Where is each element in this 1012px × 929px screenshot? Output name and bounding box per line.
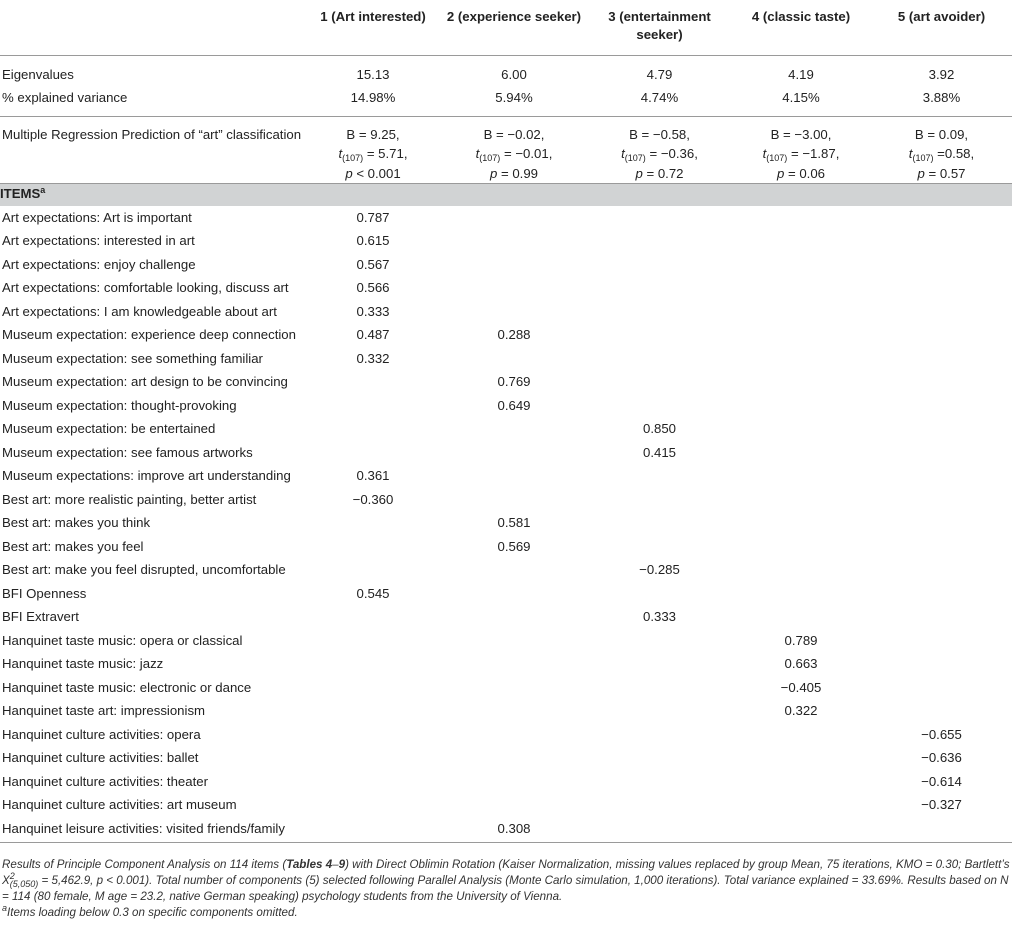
loading-cell — [871, 535, 1012, 559]
loading-cell — [871, 300, 1012, 324]
loading-cell: −0.285 — [639, 562, 680, 577]
item-label: Best art: make you feel disrupted, uncomfortable — [2, 562, 286, 577]
item-label: Hanquinet culture activities: art museum — [2, 797, 237, 812]
loading-cell: 0.308 — [440, 817, 588, 843]
regression-cell: B = −0.58, $t_{(107)} = -0.36$, p = 0.72 — [588, 116, 731, 184]
table-row — [0, 206, 1012, 230]
loading-cell — [871, 488, 1012, 512]
header-empty — [0, 0, 306, 55]
loading-cell — [871, 253, 1012, 277]
loading-cell — [588, 464, 731, 488]
items-label: ITEMS — [0, 186, 41, 201]
loading-cell — [440, 464, 588, 488]
loading-cell — [731, 488, 871, 512]
loading-cell — [731, 323, 871, 347]
loading-cell — [588, 629, 731, 653]
header-component-1: 1 (Art interested) — [320, 9, 426, 24]
loading-cell — [871, 699, 1012, 723]
loading-cell — [731, 535, 871, 559]
loading-cell: 0.769 — [497, 374, 531, 389]
table-row — [0, 699, 1012, 723]
loading-cell: 0.663 — [784, 656, 818, 671]
loading-cell — [731, 347, 871, 371]
loading-cell — [306, 417, 440, 441]
loading-cell: 0.567 — [356, 256, 390, 272]
item-label: Museum expectation: be entertained — [2, 421, 216, 436]
loading-cell — [440, 253, 588, 277]
table-row — [0, 276, 1012, 300]
loading-cell — [588, 370, 731, 394]
variance-cell: 4.74% — [640, 90, 679, 105]
loading-cell — [871, 206, 1012, 230]
loading-cell: 0.615 — [356, 233, 390, 248]
loading-cell — [871, 417, 1012, 441]
variance-cell: 4.15% — [782, 90, 820, 105]
loading-cell — [731, 370, 871, 394]
loading-cell: 0.649 — [497, 397, 531, 413]
item-label: Hanquinet culture activities: opera — [2, 726, 201, 742]
loading-cell: −0.614 — [921, 773, 962, 789]
loading-cell: 0.545 — [356, 585, 390, 601]
loading-cell — [306, 817, 440, 843]
header-component-4: 4 (classic taste) — [751, 9, 851, 24]
loading-cell — [306, 511, 440, 535]
loading-cell — [440, 276, 588, 300]
loading-cell: 0.487 — [356, 327, 390, 342]
items-header-cell — [0, 184, 1012, 206]
loading-cell — [306, 370, 440, 394]
loading-cell — [871, 817, 1012, 843]
loading-cell — [588, 699, 731, 723]
loading-cell — [731, 253, 871, 277]
loading-cell — [731, 817, 871, 843]
loading-cell — [588, 511, 731, 535]
loading-cell — [871, 464, 1012, 488]
loading-cell — [306, 535, 440, 559]
loading-cell — [588, 276, 731, 300]
variance-cell: 5.94% — [495, 90, 533, 105]
loading-cell — [588, 206, 731, 230]
loading-cell — [588, 323, 731, 347]
loading-cell — [306, 652, 440, 676]
loading-cell — [588, 535, 731, 559]
loading-cell — [731, 229, 871, 253]
loading-cell — [871, 370, 1012, 394]
item-label: Best art: makes you think — [2, 515, 151, 530]
loading-cell: 0.332 — [356, 350, 390, 366]
loading-cell: 0.569 — [497, 538, 531, 554]
table-row — [0, 488, 1012, 512]
table-header-row — [0, 0, 1012, 55]
loading-cell — [440, 746, 588, 770]
loading-cell — [731, 441, 871, 465]
loading-cell — [871, 229, 1012, 253]
item-label: Museum expectation: thought-provoking — [2, 397, 237, 413]
table-row — [0, 253, 1012, 277]
loading-cell: −0.636 — [921, 750, 962, 765]
header-component-3: 3 (entertainment seeker) — [608, 9, 711, 42]
loading-cell — [440, 558, 588, 582]
table-row — [0, 535, 1012, 559]
loading-cell — [731, 582, 871, 606]
loading-cell — [588, 746, 731, 770]
loading-cell — [306, 394, 440, 418]
loading-cell — [731, 206, 871, 230]
table-row — [0, 417, 1012, 441]
loading-cell — [588, 253, 731, 277]
loading-cell — [440, 699, 588, 723]
loading-cell — [440, 229, 588, 253]
item-label: Hanquinet taste music: opera or classical — [2, 632, 243, 648]
loading-cell — [731, 793, 871, 817]
loading-cell: −0.655 — [921, 726, 962, 742]
loading-cell — [440, 723, 588, 747]
item-label: Hanquinet taste music: electronic or dance — [2, 679, 252, 695]
loading-cell — [588, 347, 731, 371]
regression-cell: B = 9.25, $t_{(107)} = 5.71$, p < 0.001 — [306, 116, 440, 184]
items-footnote-marker: a — [40, 185, 46, 195]
regression-row — [0, 116, 1012, 184]
table-row — [0, 676, 1012, 700]
table-footnotes — [2, 857, 1010, 921]
loading-cell: 0.288 — [497, 327, 531, 342]
loading-cell: −0.327 — [921, 797, 962, 812]
footnote-a: $^a$Items loading below 0.3 on specific components omitted. — [2, 903, 298, 919]
loading-cell — [306, 558, 440, 582]
item-label: Art expectations: interested in art — [2, 233, 195, 248]
table-row — [0, 229, 1012, 253]
variance-cell: 3.88% — [922, 90, 961, 105]
loading-cell — [588, 676, 731, 700]
loading-cell — [871, 558, 1012, 582]
regression-cell: B = 0.09, $t_{(107)} =0.58$, p = 0.57 — [871, 116, 1012, 184]
loading-cell: 0.333 — [642, 609, 676, 624]
table-row — [0, 817, 1012, 843]
loading-cell — [306, 770, 440, 794]
item-label: Hanquinet leisure activities: visited friends/family — [0, 817, 306, 843]
loading-cell — [440, 417, 588, 441]
loading-cell — [731, 300, 871, 324]
eigenvalue-cell: 6.00 — [440, 55, 588, 88]
variance-label: % explained variance — [2, 90, 128, 105]
loading-cell: 0.850 — [642, 421, 676, 436]
loading-cell — [440, 652, 588, 676]
loading-cell — [440, 488, 588, 512]
loading-cell — [588, 770, 731, 794]
footnote-main: Results of Principle Component Analysis on 114 items (Tables 4–9) with Direct Oblimin Rotation (Kaiser Normalization, missing values replaced by group Mean, 75 iterations, KMO = 0.30; Bartlett’s $X^2_{(5,050)} = 5,462.9$, p < 0.001). Total number of components (5) selected following Parallel Analysis (Monte Carlo simulation, 1,000 iterations). Total variance explained = 33.69%. Results based on N = 114 (80 female, M age = 23.2, native German speaking) psychology students from the University of Vienna. — [2, 858, 1010, 903]
eigenvalues-label: Eigenvalues — [0, 55, 306, 88]
loading-cell — [306, 793, 440, 817]
item-label: Museum expectations: improve art understanding — [2, 468, 291, 483]
loading-cell — [440, 582, 588, 606]
table-row — [0, 770, 1012, 794]
loading-cell — [306, 746, 440, 770]
loading-cell — [588, 394, 731, 418]
loading-cell — [588, 652, 731, 676]
item-label: Hanquinet culture activities: ballet — [2, 750, 199, 765]
loading-cell — [440, 347, 588, 371]
table-row — [0, 300, 1012, 324]
loading-cell — [588, 229, 731, 253]
table-row — [0, 629, 1012, 653]
loading-cell — [588, 582, 731, 606]
item-label: Hanquinet culture activities: theater — [2, 773, 208, 789]
loading-cell — [731, 558, 871, 582]
loading-cell — [871, 652, 1012, 676]
item-label: BFI Extravert — [2, 609, 79, 624]
loading-cell — [731, 605, 871, 629]
table-row — [0, 558, 1012, 582]
header-component-5: 5 (art avoider) — [897, 9, 986, 24]
loading-cell — [440, 793, 588, 817]
loading-cell: −0.405 — [780, 679, 822, 695]
loading-cell: 0.361 — [356, 468, 390, 483]
table-row — [0, 323, 1012, 347]
loading-cell — [440, 770, 588, 794]
variance-cell: 14.98% — [350, 90, 396, 105]
loading-cell — [588, 723, 731, 747]
loading-cell — [440, 605, 588, 629]
loading-cell: 0.415 — [642, 444, 676, 460]
loading-cell — [440, 441, 588, 465]
item-label: Best art: more realistic painting, better artist — [2, 491, 257, 507]
loading-cell — [440, 676, 588, 700]
loading-cell — [871, 511, 1012, 535]
table-row — [0, 723, 1012, 747]
loading-cell — [871, 394, 1012, 418]
loading-cell — [440, 206, 588, 230]
loading-cell — [306, 723, 440, 747]
item-label: Art expectations: enjoy challenge — [2, 256, 196, 272]
regression-cell: B = −3.00, $t_{(107)} = -1.87$, p = 0.06 — [731, 116, 871, 184]
table-row — [0, 441, 1012, 465]
loading-cell — [871, 276, 1012, 300]
loading-cell: −0.360 — [352, 491, 394, 507]
loading-cell — [588, 488, 731, 512]
item-label: Museum expectation: see famous artworks — [2, 444, 253, 460]
loading-cell — [306, 676, 440, 700]
loading-cell — [306, 441, 440, 465]
loading-cell — [731, 770, 871, 794]
loading-cell — [588, 300, 731, 324]
eigenvalue-cell: 4.19 — [731, 55, 871, 88]
table-row — [0, 793, 1012, 817]
loading-cell — [588, 817, 731, 843]
table-row — [0, 746, 1012, 770]
loading-cell — [731, 746, 871, 770]
item-label: Best art: makes you feel — [2, 538, 144, 554]
loading-cell — [871, 582, 1012, 606]
table-row — [0, 464, 1012, 488]
loading-cell — [731, 511, 871, 535]
table-row — [0, 605, 1012, 629]
item-label: Art expectations: comfortable looking, discuss art — [2, 280, 289, 295]
loading-cell — [440, 629, 588, 653]
loading-cell — [731, 417, 871, 441]
eigenvalue-cell: 4.79 — [588, 55, 731, 88]
table-row — [0, 394, 1012, 418]
items-section-header — [0, 184, 1012, 206]
loading-cell: 0.789 — [784, 632, 818, 648]
item-label: Hanquinet taste art: impressionism — [2, 703, 206, 718]
tables-link-2[interactable]: 9 — [338, 858, 346, 871]
loading-cell — [731, 276, 871, 300]
table-row — [0, 511, 1012, 535]
item-label: Art expectations: Art is important — [2, 209, 192, 225]
table-row — [0, 652, 1012, 676]
loading-cell — [731, 464, 871, 488]
table-row — [0, 347, 1012, 371]
loading-cell: 0.333 — [356, 303, 390, 319]
loading-cell — [731, 723, 871, 747]
item-label: Museum expectation: experience deep connection — [2, 327, 296, 342]
loading-cell — [871, 347, 1012, 371]
loading-cell: 0.566 — [356, 280, 390, 295]
tables-link[interactable]: Tables 4 — [286, 858, 333, 871]
loading-cell — [306, 605, 440, 629]
loading-cell — [871, 676, 1012, 700]
loading-cell — [306, 699, 440, 723]
item-label: BFI Openness — [2, 585, 87, 601]
regression-label: Multiple Regression Prediction of “art” classification — [0, 116, 306, 184]
loading-cell — [871, 441, 1012, 465]
item-label: Hanquinet taste music: jazz — [2, 656, 164, 671]
loading-cell — [731, 394, 871, 418]
variance-row — [0, 88, 1012, 116]
table-row — [0, 370, 1012, 394]
regression-cell: B = −0.02, $t_{(107)} = -0.01$, p = 0.99 — [440, 116, 588, 184]
loading-cell — [871, 605, 1012, 629]
item-label: Museum expectation: art design to be convincing — [2, 374, 288, 389]
loading-cell — [588, 793, 731, 817]
loading-cell: 0.787 — [356, 209, 390, 225]
loading-cell — [871, 323, 1012, 347]
loading-cell — [306, 629, 440, 653]
loading-cell: 0.581 — [497, 515, 531, 530]
item-label: Museum expectation: see something familiar — [2, 350, 263, 366]
eigenvalue-cell: 3.92 — [871, 55, 1012, 88]
loading-cell: 0.322 — [784, 703, 818, 718]
item-label: Art expectations: I am knowledgeable about art — [2, 303, 277, 319]
loading-cell — [440, 300, 588, 324]
eigenvalue-cell: 15.13 — [306, 55, 440, 88]
loading-cell — [871, 629, 1012, 653]
header-component-2: 2 (experience seeker) — [446, 9, 582, 24]
eigenvalues-row — [0, 55, 1012, 88]
table-row — [0, 582, 1012, 606]
